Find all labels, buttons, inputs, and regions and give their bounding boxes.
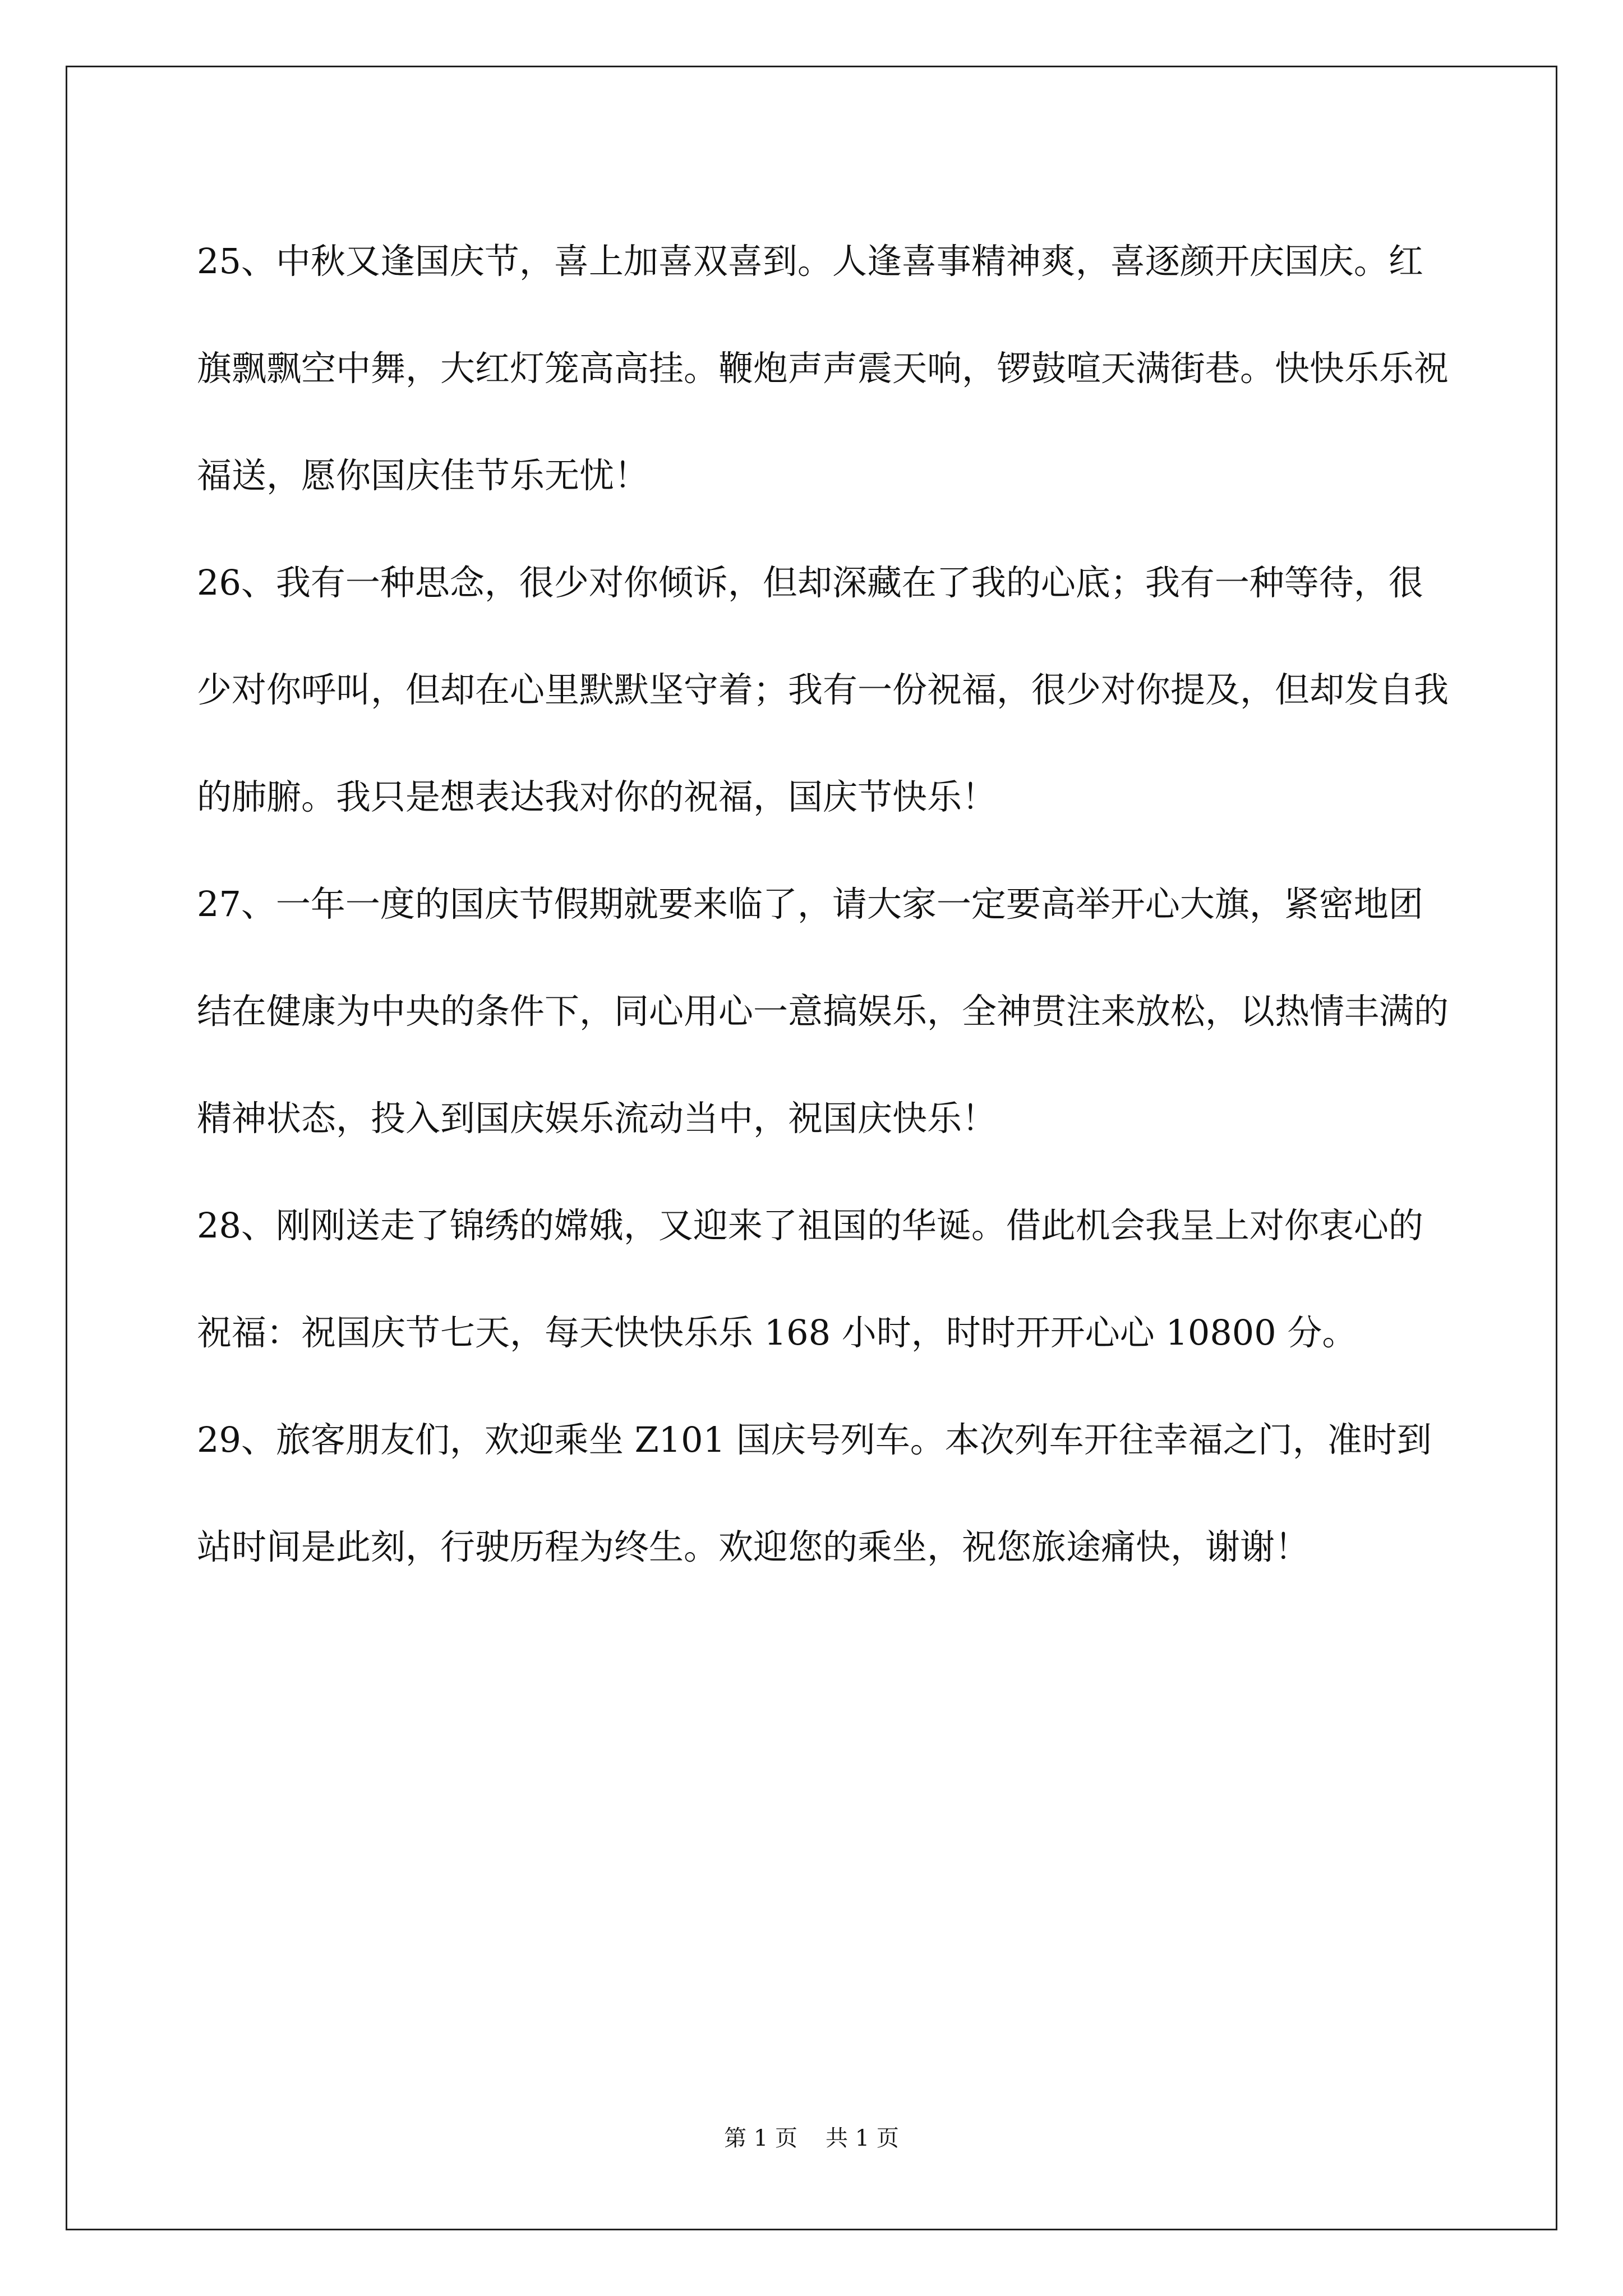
page-footer xyxy=(0,2123,1623,2154)
paragraph-26: 26、我有一种思念，很少对你倾诉，但却深藏在了我的心底；我有一种等待，很少对你呼叫，但却在心里默默坚守着；我有一份祝福，很少对你提及，但却发自我的肺腑。我只是想表达我对你的祝福，国庆节快乐！ xyxy=(197,562,1449,817)
paragraph-29: 29、旅客朋友们，欢迎乘坐 Z101 国庆号列车。本次列车开往幸福之门，准时到站时间是此刻，行驶历程为终生。欢迎您的乘坐，祝您旅途痛快，谢谢！ xyxy=(197,1419,1432,1567)
page-number: 第 1 页 xyxy=(724,2125,797,2151)
page-total: 共 1 页 xyxy=(826,2125,899,2151)
paragraph-25: 25、中秋又逢国庆节，喜上加喜双喜到。人逢喜事精神爽，喜逐颜开庆国庆。红旗飘飘空中舞，大红灯笼高高挂。鞭炮声声震天响，锣鼓喧天满街巷。快快乐乐祝福送，愿你国庆佳节乐无忧！ xyxy=(197,241,1449,496)
paragraph-27: 27、一年一度的国庆节假期就要来临了，请大家一定要高举开心大旗，紧密地团结在健康为中央的条件下，同心用心一意搞娱乐，全神贯注来放松，以热情丰满的精神状态，投入到国庆娱乐流动当中，祝国庆快乐！ xyxy=(197,884,1449,1139)
paragraph-28: 28、刚刚送走了锦绣的嫦娥，又迎来了祖国的华诞。借此机会我呈上对你衷心的祝福：祝国庆节七天，每天快快乐乐 168 小时，时时开开心心 10800 分。 xyxy=(197,1205,1423,1353)
document-body xyxy=(197,208,1453,1600)
